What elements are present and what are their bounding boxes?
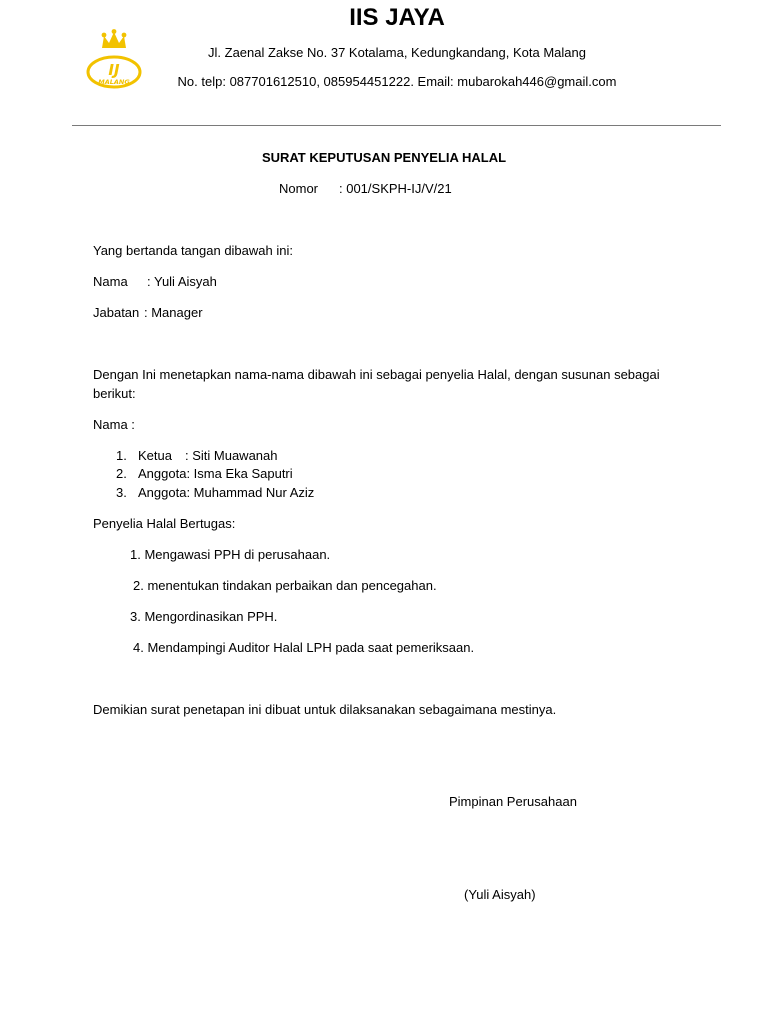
logo-city: MALANG [98, 78, 130, 86]
member-name: : Muhammad Nur Aziz [186, 485, 315, 500]
intro-text: Yang bertanda tangan dibawah ini: [93, 243, 293, 258]
nama-label: Nama [93, 274, 128, 289]
nomor-value: : 001/SKPH-IJ/V/21 [339, 181, 452, 196]
logo-initials: IJ [108, 61, 120, 79]
member-number: 1. [116, 448, 127, 463]
nama-row [93, 274, 663, 290]
nomor-label: Nomor [279, 181, 319, 196]
member-name: : Isma Eka Saputri [186, 466, 293, 481]
decision-line-1: Dengan Ini menetapkan nama-nama dibawah ini sebagai penyelia Halal, dengan susunan sebagai [93, 367, 660, 382]
jabatan-row [93, 305, 663, 321]
company-logo [74, 28, 154, 96]
jabatan-label: Jabatan [93, 305, 140, 320]
duty-item: 4. Mendampingi Auditor Halal LPH pada saat pemeriksaan. [133, 640, 475, 655]
closing-text: Demikian surat penetapan ini dibuat untuk dilaksanakan sebagaimana mestinya. [93, 702, 557, 717]
member-item [116, 448, 278, 464]
member-item [116, 485, 314, 501]
company-name: IIS JAYA [349, 4, 445, 31]
duties-heading: Penyelia Halal Bertugas: [93, 516, 236, 531]
member-role: Ketua [138, 448, 172, 463]
jabatan-value: : Manager [144, 305, 203, 320]
duty-item: 1. Mengawasi PPH di perusahaan. [130, 547, 331, 562]
member-number: 3. [116, 485, 127, 500]
header-divider [72, 125, 721, 126]
member-role: Anggota [138, 466, 187, 481]
members-heading: Nama : [93, 417, 135, 432]
company-contact: No. telp: 087701612510, 085954451222. Email: mubarokah446@gmail.com [177, 74, 617, 89]
duty-item: 2. menentukan tindakan perbaikan dan pencegahan. [133, 578, 437, 593]
signature-title: Pimpinan Perusahaan [449, 794, 577, 809]
signature-name: (Yuli Aisyah) [464, 887, 536, 902]
duty-item: 3. Mengordinasikan PPH. [130, 609, 278, 624]
document-title: SURAT KEPUTUSAN PENYELIA HALAL [261, 150, 507, 165]
member-item [116, 466, 293, 482]
member-number: 2. [116, 466, 127, 481]
company-address: Jl. Zaenal Zakse No. 37 Kotalama, Kedungkandang, Kota Malang [208, 45, 586, 60]
member-role: Anggota [138, 485, 187, 500]
nama-value: : Yuli Aisyah [147, 274, 217, 289]
crown-icon [102, 29, 127, 48]
decision-line-2: berikut: [93, 386, 136, 401]
member-name: : Siti Muawanah [185, 448, 278, 463]
